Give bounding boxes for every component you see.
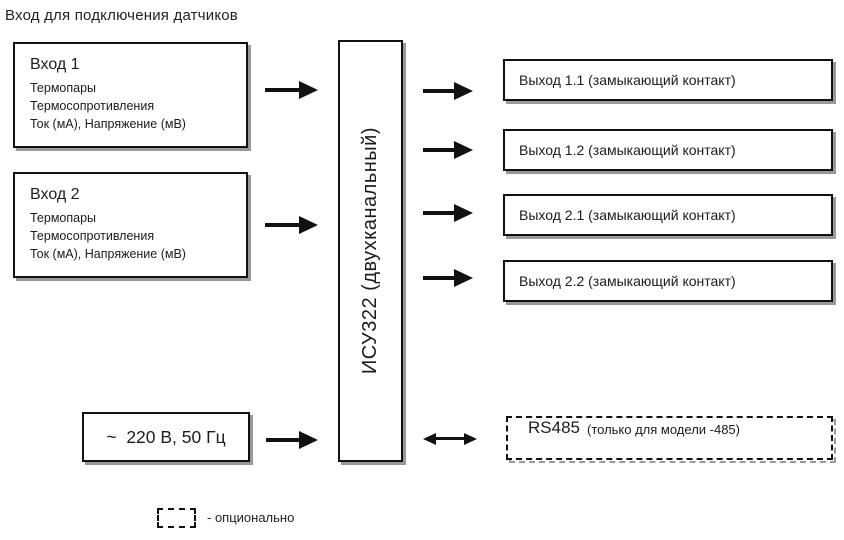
arrow-shaft — [265, 223, 299, 227]
device-label: ИСУ322 (двухканальный) — [359, 127, 381, 375]
diagram-title: Вход для подключения датчиков — [5, 7, 238, 24]
arrow-shaft — [423, 89, 454, 93]
input-1-line-1: Термопары — [30, 81, 97, 95]
arrow-shaft — [266, 438, 299, 442]
legend-optional-swatch — [157, 508, 196, 528]
input-2-title: Вход 2 — [30, 186, 80, 203]
arrow-shaft — [423, 276, 454, 280]
arrow-device-to-output12-icon — [423, 141, 473, 159]
output-2-1-label: Выход 2.1 (замыкающий контакт) — [519, 207, 736, 223]
arrowhead-right-icon — [454, 204, 473, 222]
power-supply-box — [82, 412, 250, 462]
rs485-box — [506, 416, 833, 460]
output-1-2-label: Выход 1.2 (замыкающий контакт) — [519, 142, 736, 158]
arrowhead-right-icon — [299, 81, 318, 99]
arrow-power-to-device-icon — [266, 431, 318, 449]
output-2-1-box — [503, 194, 833, 236]
arrowhead-right-icon — [454, 269, 473, 287]
input-2-line-3: Ток (мА), Напряжение (мВ) — [30, 247, 186, 261]
arrow-shaft — [436, 437, 464, 440]
arrow-device-rs485-bidirectional-icon — [423, 432, 477, 445]
output-2-2-label: Выход 2.2 (замыкающий контакт) — [519, 273, 736, 289]
arrowhead-right-icon — [454, 141, 473, 159]
arrow-shaft — [423, 211, 454, 215]
input-1-line-3: Ток (мА), Напряжение (мВ) — [30, 117, 186, 131]
input-2-line-2: Термосопротивления — [30, 229, 155, 243]
arrowhead-left-icon — [423, 433, 436, 445]
device-box — [338, 40, 403, 462]
input-1-box — [13, 42, 248, 148]
input-1-title: Вход 1 — [30, 56, 80, 73]
output-1-1-box — [503, 59, 833, 101]
arrow-shaft — [423, 148, 454, 152]
output-1-2-box — [503, 129, 833, 171]
arrowhead-right-icon — [464, 433, 477, 445]
input-2-line-1: Термопары — [30, 211, 97, 225]
output-1-1-label: Выход 1.1 (замыкающий контакт) — [519, 72, 736, 88]
input-1-line-2: Термосопротивления — [30, 99, 155, 113]
arrow-device-to-output21-icon — [423, 204, 473, 222]
arrowhead-right-icon — [299, 216, 318, 234]
legend-optional-label: - опционально — [207, 510, 295, 525]
power-supply-label: ~ 220 В, 50 Гц — [106, 426, 226, 447]
rs485-content — [508, 418, 831, 438]
arrowhead-right-icon — [299, 431, 318, 449]
input-2-box — [13, 172, 248, 278]
output-2-2-box — [503, 260, 833, 302]
arrow-input1-to-device-icon — [265, 81, 318, 99]
rs485-note: (только для модели -485) — [586, 421, 740, 437]
arrow-device-to-output22-icon — [423, 269, 473, 287]
arrow-shaft — [265, 88, 299, 92]
arrow-input2-to-device-icon — [265, 216, 318, 234]
arrow-device-to-output11-icon — [423, 82, 473, 100]
rs485-title: RS485 — [528, 418, 580, 437]
arrowhead-right-icon — [454, 82, 473, 100]
